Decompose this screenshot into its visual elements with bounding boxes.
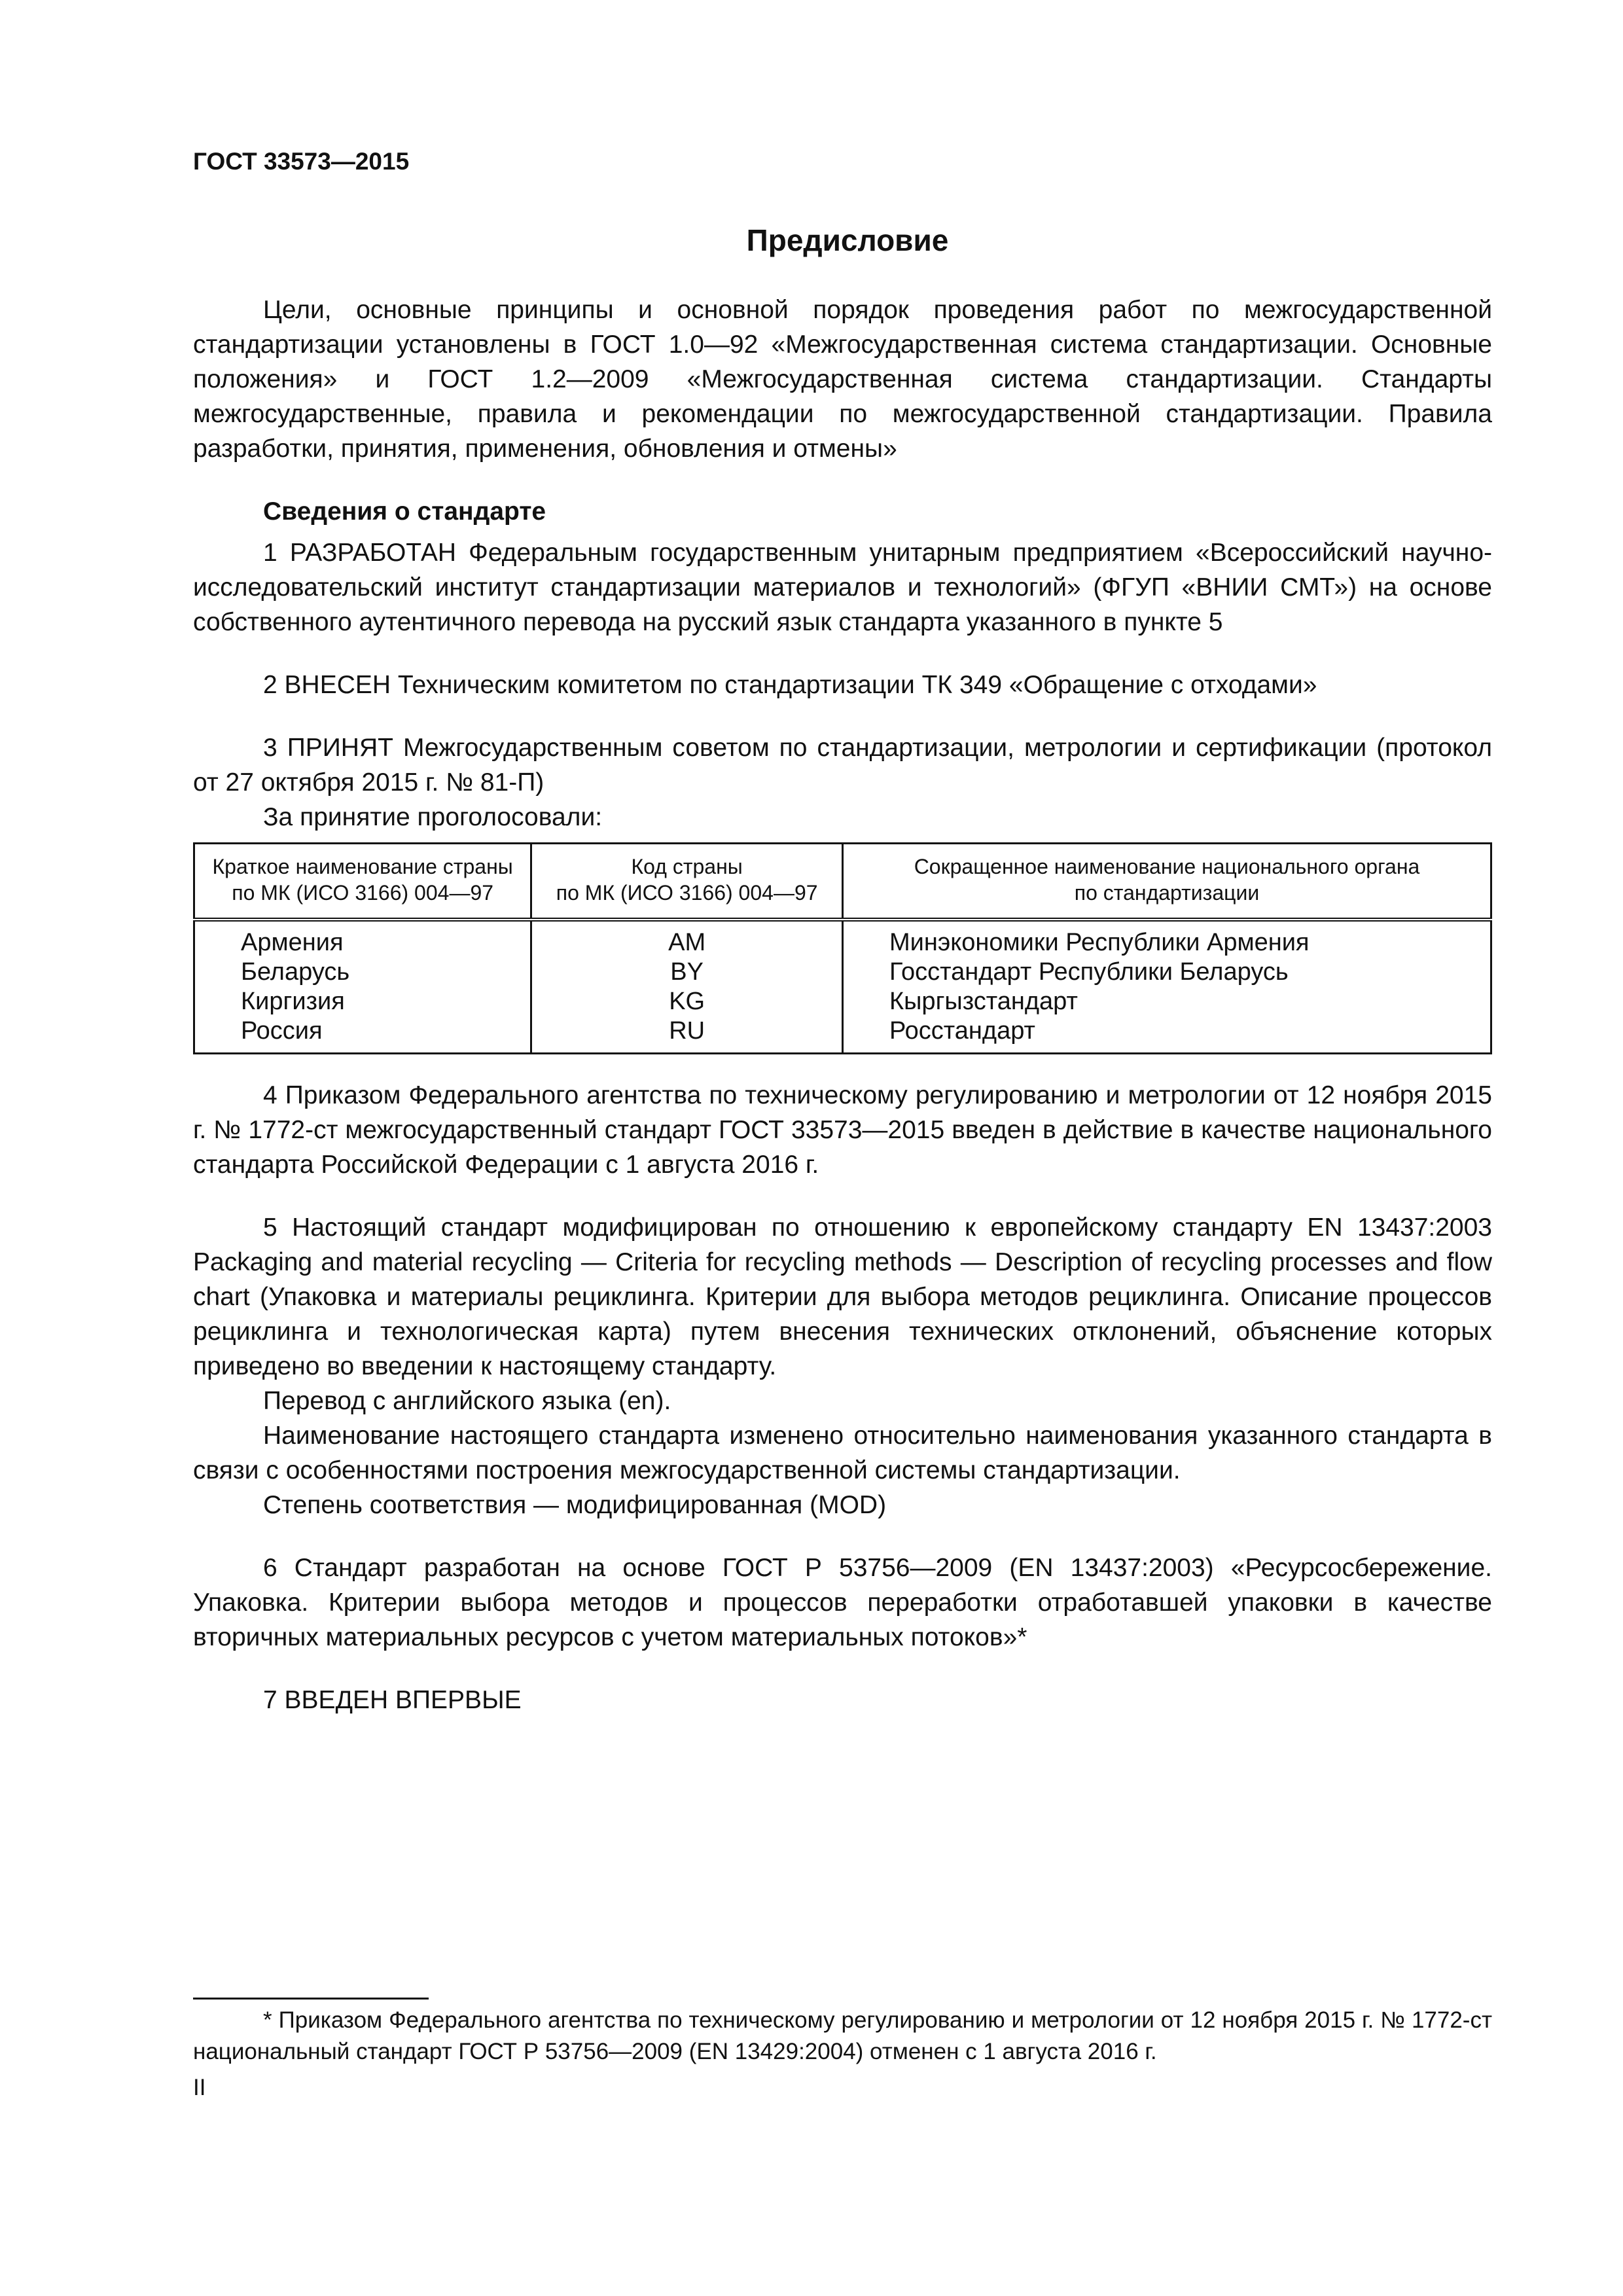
national-body-cell: Минэкономики Республики Армения — [842, 920, 1491, 958]
item-7-paragraph: 7 ВВЕДЕН ВПЕРВЫЕ — [263, 1686, 522, 1714]
section-heading: Сведения о стандарте — [263, 497, 546, 526]
footnote-text: * Приказом Федерального агентства по техническому регулированию и метрологии от 12 ноября 2015 г. № 1772-ст национальный стандарт ГОСТ Р 53756—2009 (EN 13429:2004) отменен с 1 августа 2016 г. — [193, 2007, 1492, 2064]
document-code: ГОСТ 33573—2015 — [193, 148, 410, 175]
header-country-name: Краткое наименование страны по МК (ИСО 3166) 004—97 — [194, 844, 531, 920]
country-code-cell: AM — [531, 920, 843, 958]
item-1-paragraph: 1 РАЗРАБОТАН Федеральным государственным унитарным предприятием «Всероссийский научно-исследовательский институт стандартизации материалов и технологий» (ФГУП «ВНИИ СМТ») на основе собственного аутентичного перевода на русский язык стандарта указанного в пункте 5 — [193, 539, 1492, 636]
item-5-translation-line: Перевод с английского языка (en). — [263, 1387, 671, 1415]
voting-countries-table — [193, 842, 1492, 1054]
item-4-paragraph: 4 Приказом Федерального агентства по техническому регулированию и метрологии от 12 ноября 2015 г. № 1772-ст межгосударственный стандарт ГОСТ 33573—2015 введен в действие в качестве национального стандарта Российской Федерации с 1 августа 2016 г. — [193, 1081, 1492, 1179]
national-body-cell: Кыргызстандарт — [842, 987, 1491, 1016]
item-5-name-change-paragraph: Наименование настоящего стандарта изменено относительно наименования указанного стандарта в связи с особенностями построения межгосударственной системы стандартизации. — [193, 1422, 1492, 1484]
country-name-cell: Россия — [194, 1016, 531, 1054]
country-code-cell: BY — [531, 958, 843, 987]
page-number: II — [193, 2075, 206, 2100]
footnote-divider — [193, 1998, 429, 2000]
document-body — [193, 293, 1492, 1717]
intro-paragraph: Цели, основные принципы и основной порядок проведения работ по межгосударственной стандартизации установлены в ГОСТ 1.0—92 «Межгосударственная система стандартизации. Основные положения» и ГОСТ 1.2—2009 «Межгосударственная система стандартизации. Стандарты межгосударственные, правила и рекомендации по межгосударственной стандартизации. Правила разработки, принятия, применения, обновления и отмены» — [193, 296, 1492, 463]
header-country-code: Код страны по МК (ИСО 3166) 004—97 — [531, 844, 843, 920]
item-5-paragraph: 5 Настоящий стандарт модифицирован по отношению к европейскому стандарту EN 13437:2003 Packaging and material recycling — Criteria for recycling methods — Description of recycling processes and flow chart (Упаковка и материалы рециклинга. Критерии для выбора методов рециклинга. Описание процессов рециклинга и технологическая карта) путем внесения технических отклонений, объяснение которых приведено во введении к настоящему стандарту. — [193, 1213, 1492, 1380]
table-header-row — [194, 844, 1491, 920]
national-body-cell: Госстандарт Республики Беларусь — [842, 958, 1491, 987]
country-code-cell: KG — [531, 987, 843, 1016]
country-name-cell: Киргизия — [194, 987, 531, 1016]
country-name-cell: Беларусь — [194, 958, 531, 987]
header-national-body: Сокращенное наименование национального органа по стандартизации — [842, 844, 1491, 920]
item-3-paragraph: 3 ПРИНЯТ Межгосударственным советом по стандартизации, метрологии и сертификации (протокол от 27 октября 2015 г. № 81-П) — [193, 734, 1492, 797]
item-2-paragraph: 2 ВНЕСЕН Техническим комитетом по стандартизации ТК 349 «Обращение с отходами» — [263, 671, 1317, 699]
table-row — [194, 958, 1491, 987]
table-row — [194, 920, 1491, 958]
item-5-degree-line: Степень соответствия — модифицированная (MOD) — [263, 1491, 887, 1519]
item-3-vote-line: За принятие проголосовали: — [263, 803, 603, 831]
item-6-paragraph: 6 Стандарт разработан на основе ГОСТ Р 53756—2009 (EN 13437:2003) «Ресурсосбережение. Упаковка. Критерии выбора методов и процессов переработки отработавшей упаковки в качестве вторичных материальных ресурсов с учетом материальных потоков»* — [193, 1554, 1492, 1651]
table-row — [194, 987, 1491, 1016]
footnote — [193, 2005, 1492, 2068]
national-body-cell: Росстандарт — [842, 1016, 1491, 1054]
country-name-cell: Армения — [194, 920, 531, 958]
page-title: Предисловие — [746, 223, 949, 257]
table-row — [194, 1016, 1491, 1054]
country-code-cell: RU — [531, 1016, 843, 1054]
